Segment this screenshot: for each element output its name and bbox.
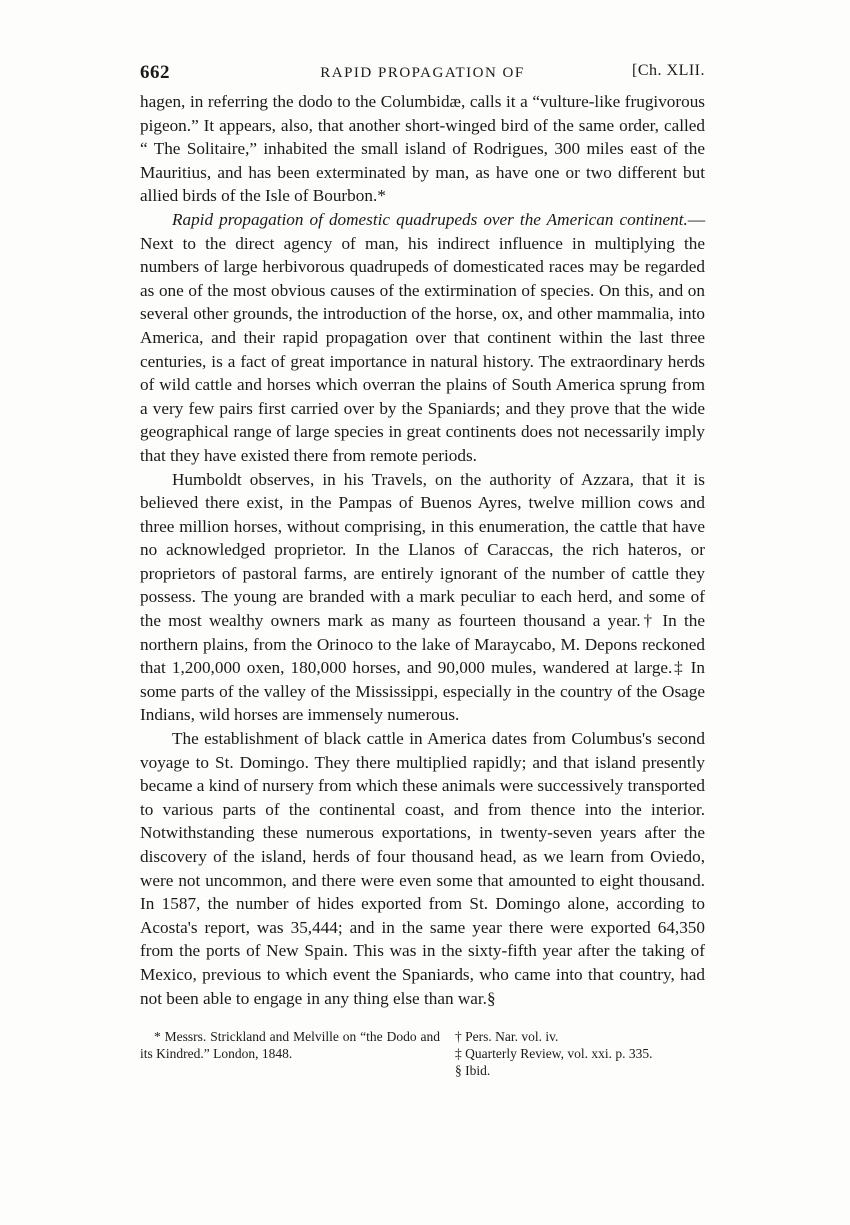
chapter-marker: [Ch. XLII. xyxy=(632,62,705,79)
footnote-double-dagger: ‡ Quarterly Review, vol. xxi. p. 335. xyxy=(455,1046,653,1062)
paragraph-1: hagen, in referring the dodo to the Columbidæ, calls it a “vulture-like frugivorous pigeon.” It appears, also, that another short-winged bird of the same order, called “ The Solitaire,” inhabited the small island of Rodrigues, 300 miles east of the Mauritius, and has been exterminated by man, as have one or two different but allied birds of the Isle of Bourbon.* xyxy=(140,92,705,206)
running-title: RAPID PROPAGATION OF xyxy=(320,65,525,81)
footnote-column-right xyxy=(455,1028,705,1079)
section-heading: Rapid propagation of domestic quadrupeds over the American continent. xyxy=(172,209,688,229)
footnote-star: * Messrs. Strickland and Melville on “the Dodo and its Kindred.” London, 1848. xyxy=(140,1029,440,1062)
page-number: 662 xyxy=(140,62,170,83)
page-header xyxy=(140,60,705,90)
paragraph-2-text: —Next to the direct agency of man, his indirect influence in multiplying the numbers of large herbivorous quadrupeds of domesticated races may be regarded as one of the most obvious causes of the extirmination of species. On this, and on several other grounds, the introduction of the horse, ox, and other mammalia, into America, and their rapid propagation over that continent within the last three centuries, is a fact of great importance in natural history. The extraordinary herds of wild cattle and horses which overran the plains of South America sprung from a very few pairs first carried over by the Spaniards; and they prove that the wide geographical range of large species in great continents does not necessarily imply that they have existed there from remote periods. xyxy=(140,209,705,465)
footnotes xyxy=(140,1028,705,1079)
footnote-section: § Ibid. xyxy=(455,1063,491,1079)
paragraph-4: The establishment of black cattle in America dates from Columbus's second voyage to St. Domingo. They there multiplied rapidly; and that island presently became a kind of nursery from which these animals were successively transported to various parts of the continental coast, and from thence into the interior. Notwithstanding these numerous exportations, in twenty-seven years after the discovery of the island, herds of four thousand head, as we learn from Oviedo, were not uncommon, and there were even some that amounted to eight thousand. In 1587, the number of hides exported from St. Domingo alone, according to Acosta's report, was 35,444; and in the same year there were exported 64,350 from the ports of New Spain. This was in the sixty-fifth year after the taking of Mexico, previous to which event the Spaniards, who came into that country, had not been able to engage in any thing else than war.§ xyxy=(140,729,705,1008)
body-text xyxy=(140,90,705,1010)
paragraph-3: Humboldt observes, in his Travels, on the authority of Azzara, that it is believed there exist, in the Pampas of Buenos Ayres, twelve million cows and three million horses, without comprising, in this enumeration, the cattle that have no acknowledged proprietor. In the Llanos of Caraccas, the rich hateros, or proprietors of pastoral farms, are entirely ignorant of the number of cattle they possess. The young are branded with a mark peculiar to each herd, and some of the most wealthy owners mark as many as fourteen thousand a year.† In the northern plains, from the Orinoco to the lake of Maraycabo, M. Depons reckoned that 1,200,000 oxen, 180,000 horses, and 90,000 mules, wandered at large.‡ In some parts of the valley of the Mississippi, especially in the country of the Osage Indians, wild horses are immensely numerous. xyxy=(140,469,705,725)
book-page xyxy=(140,60,705,1079)
footnote-dagger: † Pers. Nar. vol. iv. xyxy=(455,1029,559,1045)
paragraph-2 xyxy=(140,208,705,468)
footnote-column-left xyxy=(140,1028,440,1079)
